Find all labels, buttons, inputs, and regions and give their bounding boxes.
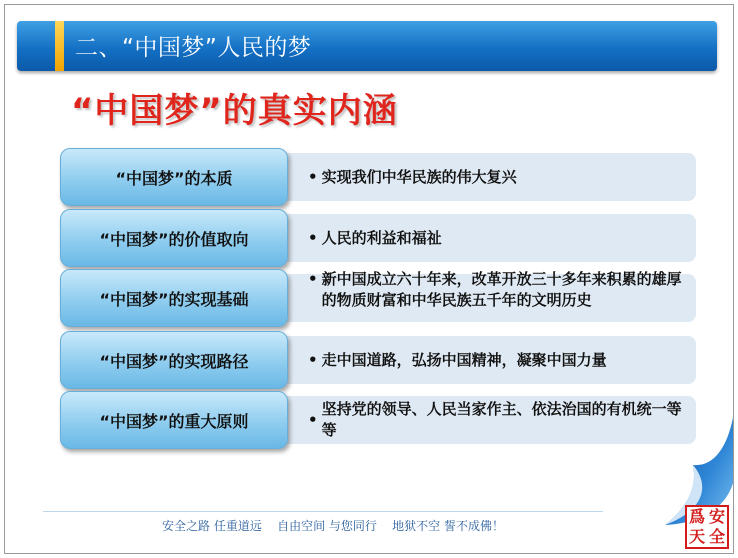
bullet-icon: • <box>308 350 318 369</box>
header-bar <box>17 21 717 71</box>
row-path <box>60 331 700 389</box>
row-label: “中国梦”的重大原则 <box>60 391 288 449</box>
row-content-text: 走中国道路，弘扬中国精神，凝聚中国力量 <box>321 350 607 369</box>
header-title: 二、“中国梦”人民的梦 <box>75 35 312 61</box>
bullet-icon: • <box>308 410 318 429</box>
seal-stamp <box>685 505 729 549</box>
row-label: “中国梦”的本质 <box>60 148 288 206</box>
row-content-text: 人民的利益和福祉 <box>321 228 442 247</box>
row-foundation <box>60 269 700 327</box>
row-label: “中国梦”的价值取向 <box>60 209 288 267</box>
row-content-text: 实现我们中华民族的伟大复兴 <box>321 167 517 186</box>
row-principle <box>60 391 700 449</box>
stamp-char: 全 <box>708 527 725 546</box>
row-label: “中国梦”的实现路径 <box>60 331 288 389</box>
row-content-text: 新中国成立六十年来，改革开放三十多年来积累的雄厚的物质财富和中华民族五千年的文明历史 <box>321 270 682 309</box>
row-content <box>308 331 688 389</box>
bullet-icon: • <box>308 228 318 247</box>
stamp-char: 爲 <box>688 507 705 526</box>
bullet-icon: • <box>308 167 318 186</box>
row-content <box>308 209 688 267</box>
row-content-text: 坚持党的领导、人民当家作主、依法治国的有机统一等等 <box>321 400 682 439</box>
row-content <box>308 269 688 327</box>
page-title: “中国梦”的真实内涵 <box>71 91 398 131</box>
slide <box>4 4 734 554</box>
row-label: “中国梦”的实现基础 <box>60 269 288 327</box>
header-accent <box>55 21 64 71</box>
row-essence <box>60 148 700 206</box>
row-content <box>308 148 688 206</box>
row-content <box>308 391 688 449</box>
footer-divider <box>43 511 603 512</box>
row-value-orientation <box>60 209 700 267</box>
footer-text: 安全之路 任重道远 自由空间 与您同行 地狱不空 誓不成佛！ <box>162 519 504 533</box>
bullet-icon: • <box>308 270 318 288</box>
stamp-char: 天 <box>688 527 705 546</box>
stamp-char: 安 <box>708 507 725 526</box>
